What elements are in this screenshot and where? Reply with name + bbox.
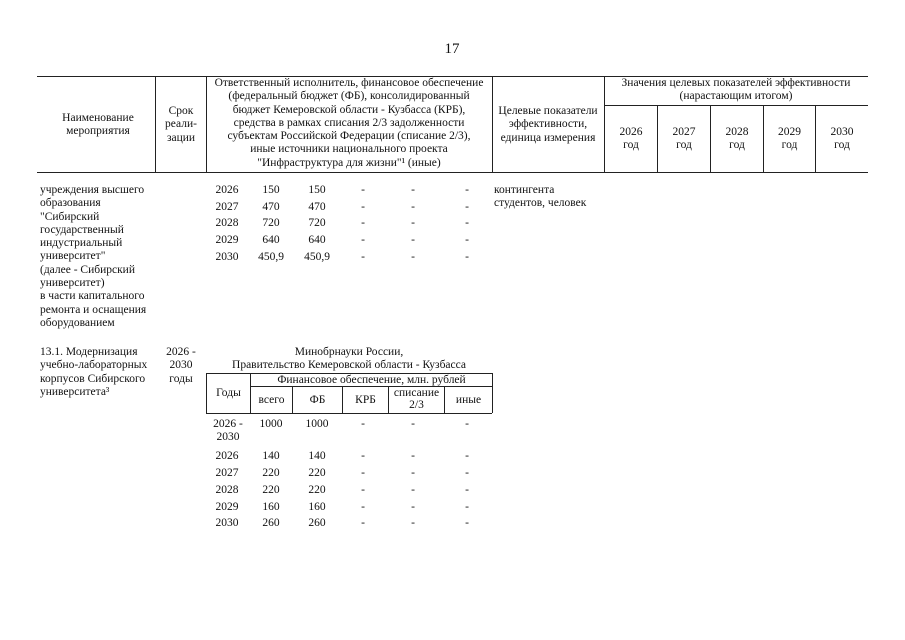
cell-total: 160: [262, 501, 280, 513]
cell-fb: 260: [308, 517, 326, 529]
header-col-executor: Ответственный исполнитель, финансовое обеспечение (федеральный бюджет (ФБ), консолидированный бюджет Кемеровской области - Кузбасса (КРБ), средства в рамках списания 2/3 задолженности субъектам Российской Федерации (списание 2/3), иные источники национального проекта "Инфраструктура для жизни"¹ (иные): [214, 77, 484, 169]
cell-fb: 150: [308, 184, 326, 196]
cell-krb: -: [361, 217, 365, 229]
cell-year: 2028: [215, 484, 239, 496]
cell-write-off: -: [411, 418, 415, 430]
cell-fb: 1000: [305, 418, 329, 430]
cell-krb: -: [361, 517, 365, 529]
subtable-col-other: иные: [455, 394, 482, 406]
cell-krb: -: [361, 501, 365, 513]
cell-total: 640: [262, 234, 280, 246]
header-col-indicators: Целевые показатели эффективности, единица измерения: [498, 105, 598, 144]
cell-other: -: [465, 251, 469, 263]
cell-total: 1000: [259, 418, 283, 430]
cell-total: 220: [262, 467, 280, 479]
header-vline-3: [492, 76, 493, 172]
cell-fb: 470: [308, 201, 326, 213]
cell-total: 450,9: [258, 251, 284, 263]
cell-year: 2026: [215, 184, 239, 196]
cell-krb: -: [361, 184, 365, 196]
page-number: 17: [444, 41, 460, 57]
block2-executors: Минобрнауки России, Правительство Кемеровской области - Кузбасса: [232, 346, 466, 372]
cell-year: 2029: [215, 501, 239, 513]
cell-other: -: [465, 467, 469, 479]
cell-write-off: -: [411, 517, 415, 529]
cell-fb: 220: [308, 467, 326, 479]
cell-total: 720: [262, 217, 280, 229]
cell-year: 2027: [215, 467, 239, 479]
header-year-2027: 2027 год: [672, 126, 696, 152]
block2-term: 2026 - 2030 годы: [166, 346, 196, 385]
cell-write-off: -: [411, 217, 415, 229]
header-years-divider: [604, 105, 868, 106]
subtable-col-total: всего: [258, 394, 285, 406]
cell-write-off: -: [411, 501, 415, 513]
block1-name: учреждения высшего образования "Сибирский государственный индустриальный университет" (далее - Сибирский университет) в части капитального ремонта и оснащения оборудованием: [40, 184, 147, 329]
header-year-2030: 2030 год: [830, 126, 854, 152]
cell-fb: 160: [308, 501, 326, 513]
header-col-values: Значения целевых показателей эффективности (нарастающим итогом): [621, 77, 851, 103]
cell-total: 260: [262, 517, 280, 529]
cell-year: 2027: [215, 201, 239, 213]
cell-fb: 220: [308, 484, 326, 496]
cell-total: 220: [262, 484, 280, 496]
cell-other: -: [465, 201, 469, 213]
cell-write-off: -: [411, 234, 415, 246]
cell-krb: -: [361, 418, 365, 430]
subtable-vline-7: [492, 373, 493, 413]
cell-krb: -: [361, 251, 365, 263]
cell-other: -: [465, 501, 469, 513]
cell-krb: -: [361, 450, 365, 462]
cell-other: -: [465, 484, 469, 496]
cell-year: 2030: [215, 251, 239, 263]
header-year-2029: 2029 год: [778, 126, 801, 152]
cell-fb: 450,9: [304, 251, 330, 263]
header-year-2028: 2028 год: [725, 126, 749, 152]
cell-write-off: -: [411, 251, 415, 263]
cell-year: 2030: [215, 517, 239, 529]
cell-write-off: -: [411, 184, 415, 196]
cell-other: -: [465, 217, 469, 229]
cell-other: -: [465, 184, 469, 196]
block1-indicator: контингента студентов, человек: [494, 184, 587, 210]
header-vline-1: [155, 76, 156, 172]
subtable-years-header: Годы: [216, 387, 241, 399]
subtable-col-krb: КРБ: [355, 394, 376, 406]
cell-total: 140: [262, 450, 280, 462]
cell-total: 150: [262, 184, 280, 196]
header-col-name: Наименование мероприятия: [62, 112, 134, 138]
header-bottom-border: [37, 172, 868, 173]
cell-krb: -: [361, 467, 365, 479]
header-col-term: Срок реали-зации: [165, 105, 197, 144]
cell-fb: 640: [308, 234, 326, 246]
block2-name: 13.1. Модернизация учебно-лабораторных корпусов Сибирского университета³: [40, 346, 148, 398]
cell-krb: -: [361, 484, 365, 496]
cell-write-off: -: [411, 450, 415, 462]
cell-year: 2029: [215, 234, 239, 246]
cell-year: 2028: [215, 217, 239, 229]
subtable-col-write-off: списание 2/3: [393, 387, 440, 411]
subtable-col-fb: ФБ: [309, 394, 326, 406]
cell-year: 2026: [215, 450, 239, 462]
cell-write-off: -: [411, 484, 415, 496]
cell-fb: 720: [308, 217, 326, 229]
header-year-2026: 2026 год: [619, 126, 643, 152]
cell-write-off: -: [411, 467, 415, 479]
subtable-fin-header: Финансовое обеспечение, млн. рублей: [277, 374, 466, 386]
subtable-bottom-border: [206, 413, 492, 414]
header-vline-2: [206, 76, 207, 172]
header-vline-4: [604, 76, 605, 172]
cell-other: -: [465, 450, 469, 462]
cell-write-off: -: [411, 201, 415, 213]
cell-year-range: 2026 - 2030: [213, 418, 243, 444]
cell-other: -: [465, 517, 469, 529]
cell-total: 470: [262, 201, 280, 213]
cell-krb: -: [361, 234, 365, 246]
cell-other: -: [465, 418, 469, 430]
cell-other: -: [465, 234, 469, 246]
cell-fb: 140: [308, 450, 326, 462]
cell-krb: -: [361, 201, 365, 213]
